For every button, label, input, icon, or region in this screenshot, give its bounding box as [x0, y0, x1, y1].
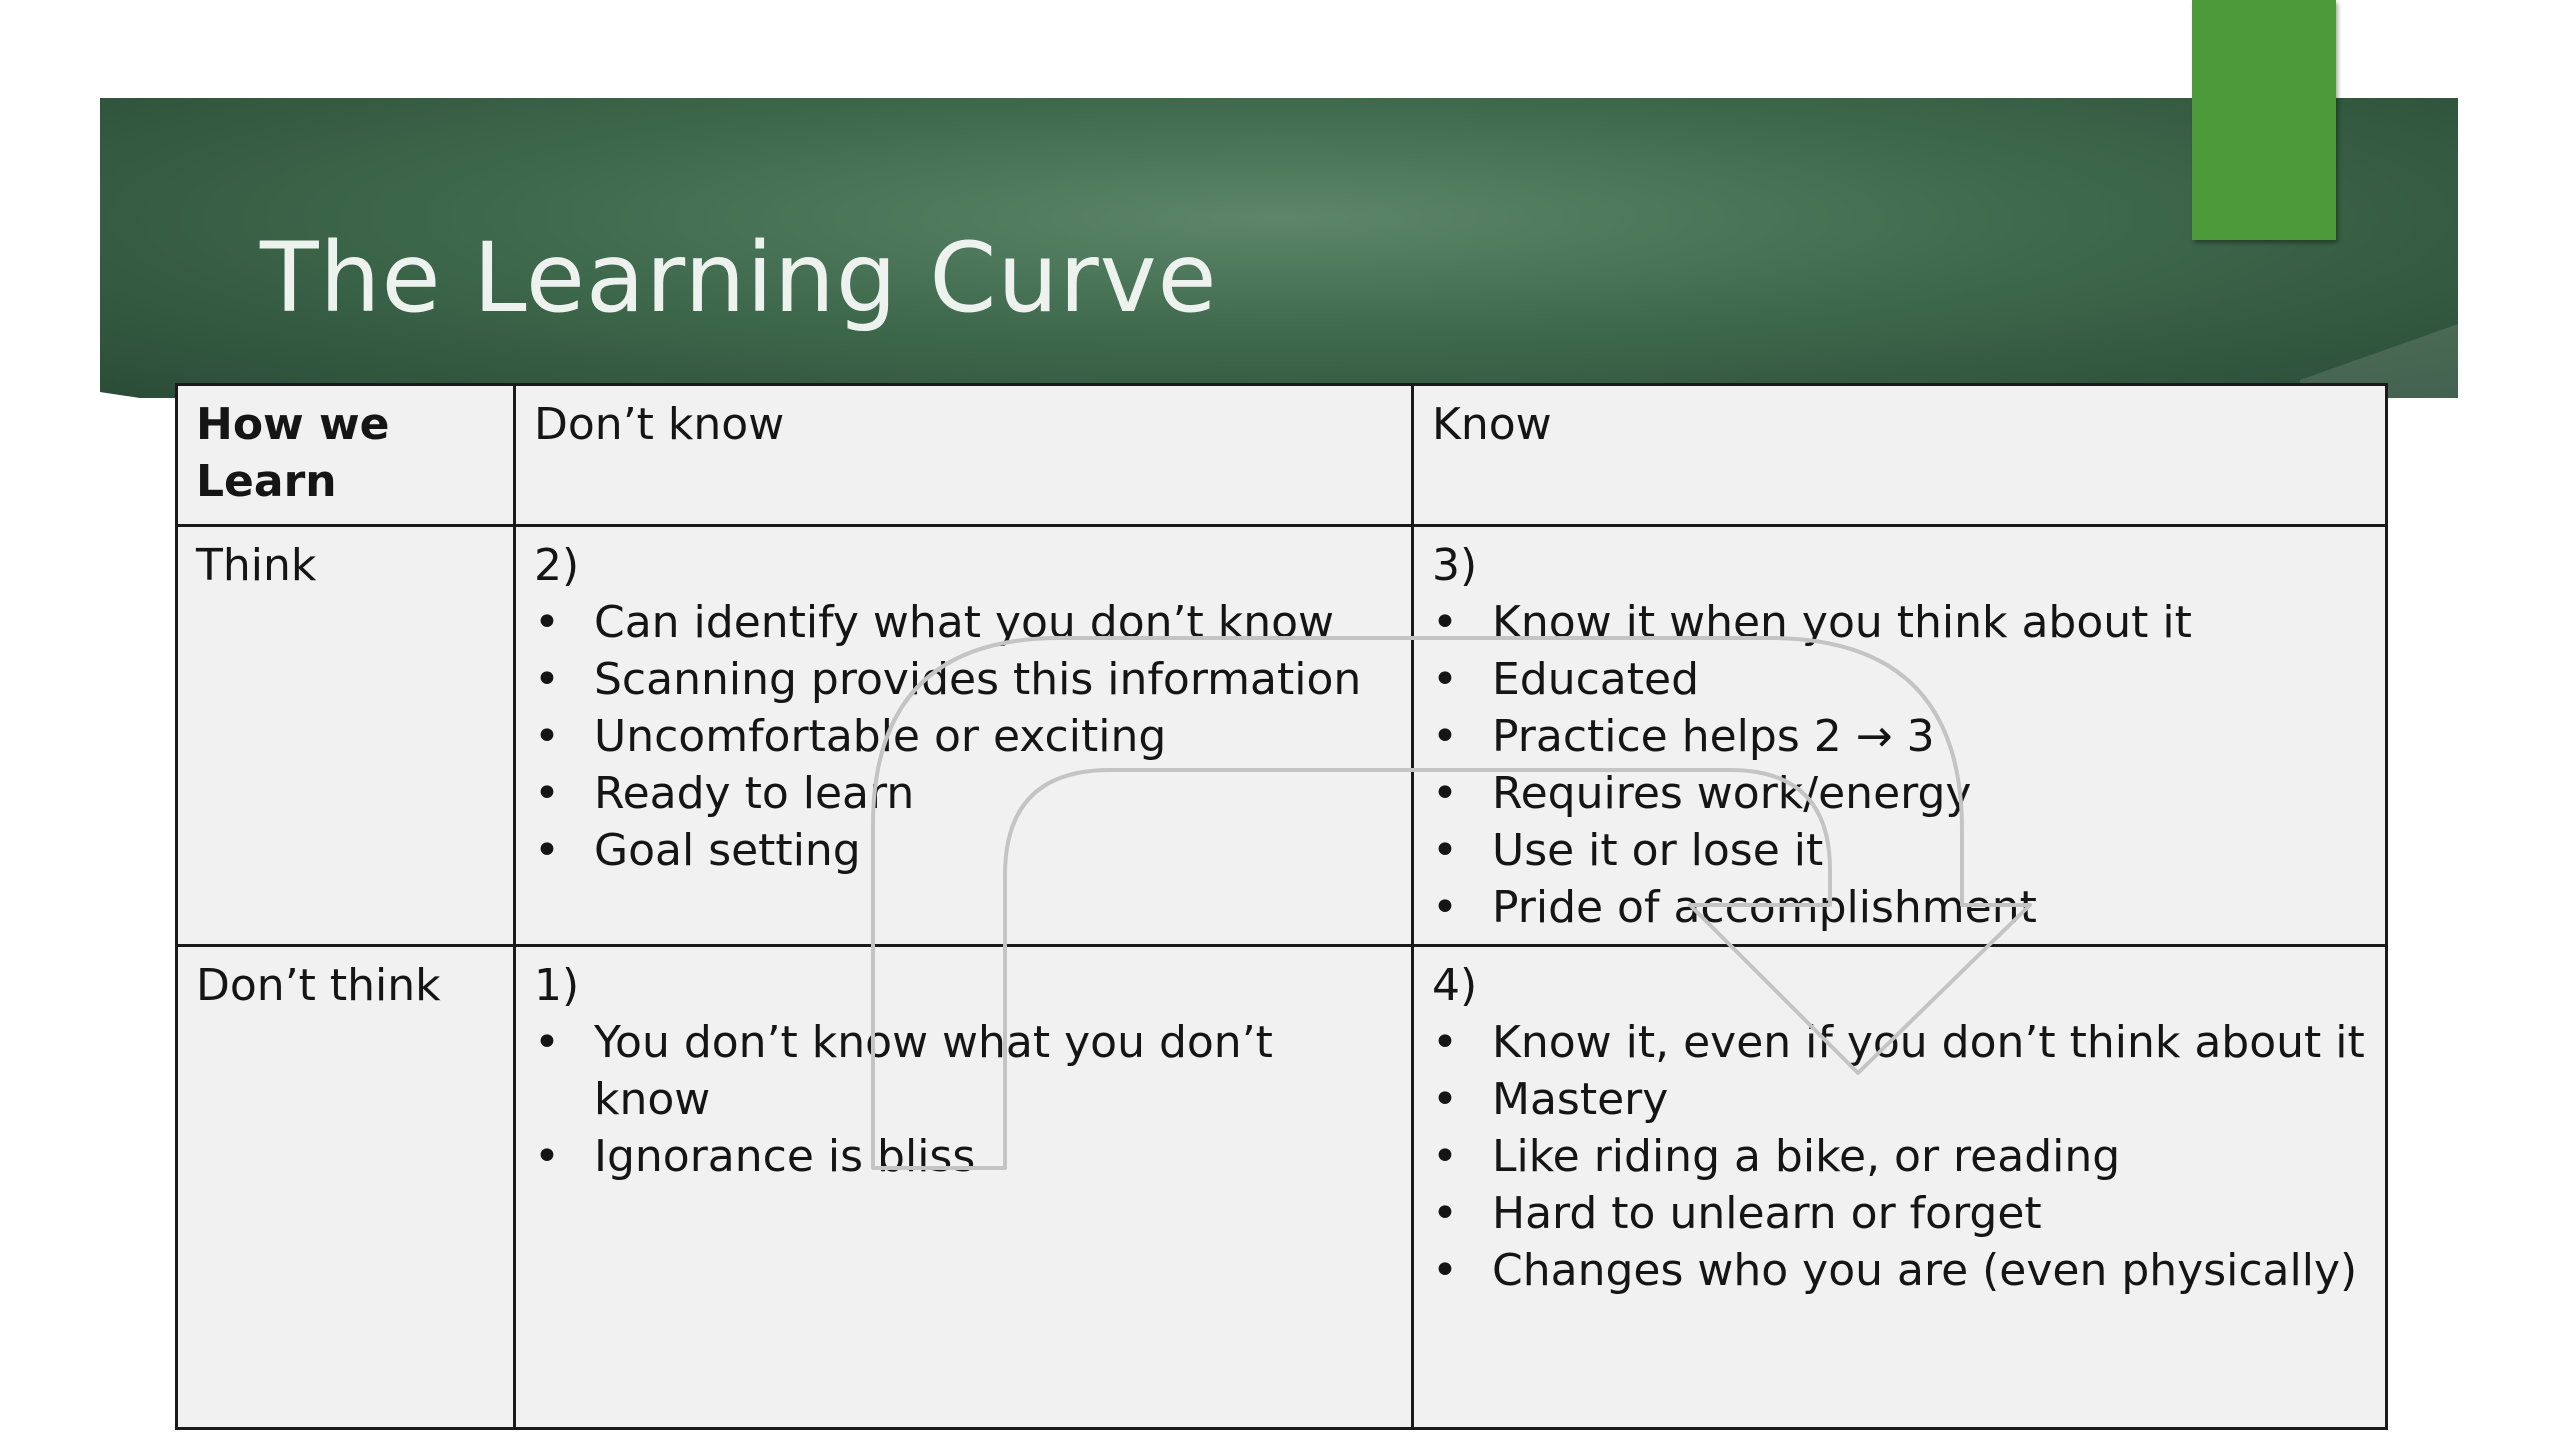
list-item: • Like riding a bike, or reading — [1432, 1128, 2367, 1185]
bullet-list — [534, 594, 1393, 879]
bullet-list — [1432, 1014, 2367, 1299]
bullet-list — [1432, 594, 2367, 936]
header-know-cell: Know — [1413, 385, 2387, 526]
table-header-row — [177, 385, 2387, 526]
list-item: • Goal setting — [534, 822, 1393, 879]
list-item: • Changes who you are (even physically) — [1432, 1242, 2367, 1299]
list-item: • Hard to unlearn or forget — [1432, 1185, 2367, 1242]
quadrant-number: 4) — [1432, 960, 1478, 1011]
list-item: • Pride of accomplishment — [1432, 879, 2367, 936]
list-item: • Use it or lose it — [1432, 822, 2367, 879]
list-item: • Requires work/energy — [1432, 765, 2367, 822]
quadrant-number: 2) — [534, 540, 580, 591]
cell-dont-think-dont-know — [515, 946, 1413, 1429]
list-item: • Uncomfortable or exciting — [534, 708, 1393, 765]
list-item: • You don’t know what you don’t know — [534, 1014, 1393, 1128]
list-item: • Know it, even if you don’t think about it — [1432, 1014, 2367, 1071]
list-item: • Ready to learn — [534, 765, 1393, 822]
list-item: • Educated — [1432, 651, 2367, 708]
quadrant-number: 1) — [534, 960, 580, 1011]
table-row — [177, 526, 2387, 946]
bullet-list — [534, 1014, 1393, 1185]
header-corner-cell: How we Learn — [177, 385, 515, 526]
cell-dont-think-know — [1413, 946, 2387, 1429]
list-item: • Know it when you think about it — [1432, 594, 2367, 651]
learning-table — [175, 383, 2385, 1427]
list-item: • Can identify what you don’t know — [534, 594, 1393, 651]
table-row — [177, 946, 2387, 1429]
list-item: • Practice helps 2 → 3 — [1432, 708, 2367, 765]
cell-think-dont-know — [515, 526, 1413, 946]
list-item: • Ignorance is bliss — [534, 1128, 1393, 1185]
row-label-dont-think: Don’t think — [177, 946, 515, 1429]
row-label-think: Think — [177, 526, 515, 946]
green-accent-tab — [2192, 0, 2336, 240]
header-dont-know-cell: Don’t know — [515, 385, 1413, 526]
list-item: • Mastery — [1432, 1071, 2367, 1128]
list-item: • Scanning provides this information — [534, 651, 1393, 708]
slide-title: The Learning Curve — [260, 222, 1218, 334]
cell-think-know — [1413, 526, 2387, 946]
quadrant-number: 3) — [1432, 540, 1478, 591]
